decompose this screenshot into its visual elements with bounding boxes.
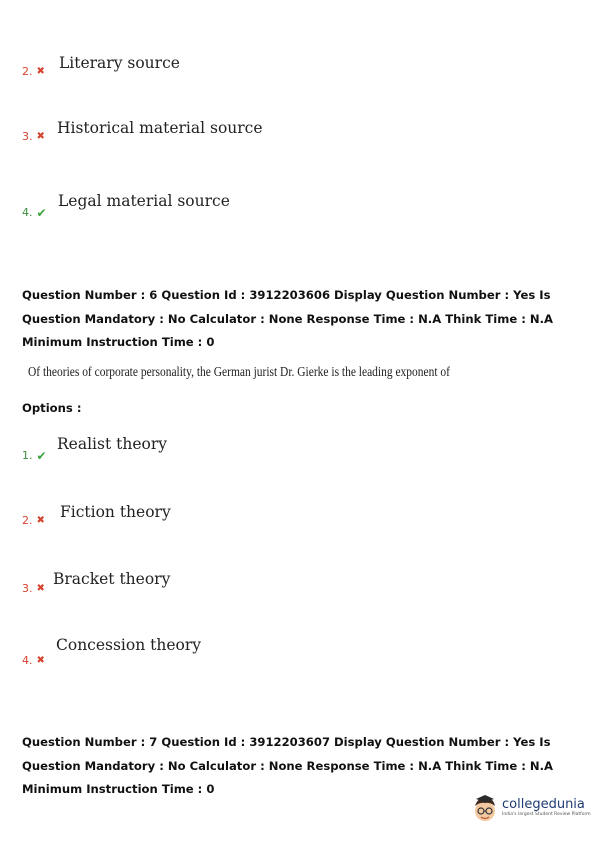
logo-tagline: India's largest Student Review Platform (502, 812, 591, 817)
option-number: 1. (22, 449, 33, 462)
option-item (22, 131, 45, 143)
question-header: Question Number : 6 Question Id : 3912203606 Display Question Number : Yes Is Question Mandatory : No Calculator : None Response Time : N.A Think Time : N.A Minimum Instruction Time : 0 (22, 288, 553, 349)
option-item (22, 655, 45, 667)
option-item (22, 450, 47, 462)
wrong-cross-icon: ✖ (36, 131, 45, 142)
option-text: Realist theory (57, 435, 167, 453)
question-text: Of theories of corporate personality, the German jurist Dr. Gierke is the leading exponent of (28, 365, 450, 380)
option-number: 3. (22, 582, 33, 595)
mascot-icon (472, 793, 498, 823)
collegedunia-logo (472, 793, 591, 823)
option-text: Concession theory (56, 636, 202, 654)
question-header: Question Number : 7 Question Id : 3912203607 Display Question Number : Yes Is Question Mandatory : No Calculator : None Response Time : N.A Think Time : N.A Minimum Instruction Time : 0 (22, 735, 553, 796)
option-number: 4. (22, 206, 33, 219)
option-item (22, 207, 47, 219)
option-item (22, 583, 45, 595)
wrong-cross-icon: ✖ (36, 66, 45, 77)
logo-name: collegedunia (502, 797, 585, 812)
option-number: 2. (22, 514, 33, 527)
option-item (22, 515, 45, 527)
option-item (22, 66, 45, 78)
option-number: 4. (22, 654, 33, 667)
option-text: Historical material source (57, 119, 263, 137)
wrong-cross-icon: ✖ (36, 655, 45, 666)
options-label: Options : (22, 401, 82, 415)
option-text: Bracket theory (53, 570, 171, 588)
wrong-cross-icon: ✖ (36, 583, 45, 594)
option-text: Fiction theory (60, 503, 171, 521)
correct-check-icon: ✔ (36, 206, 47, 220)
option-text: Legal material source (58, 192, 230, 210)
option-number: 2. (22, 65, 33, 78)
wrong-cross-icon: ✖ (36, 515, 45, 526)
option-number: 3. (22, 130, 33, 143)
correct-check-icon: ✔ (36, 449, 47, 463)
option-text: Literary source (59, 54, 180, 72)
